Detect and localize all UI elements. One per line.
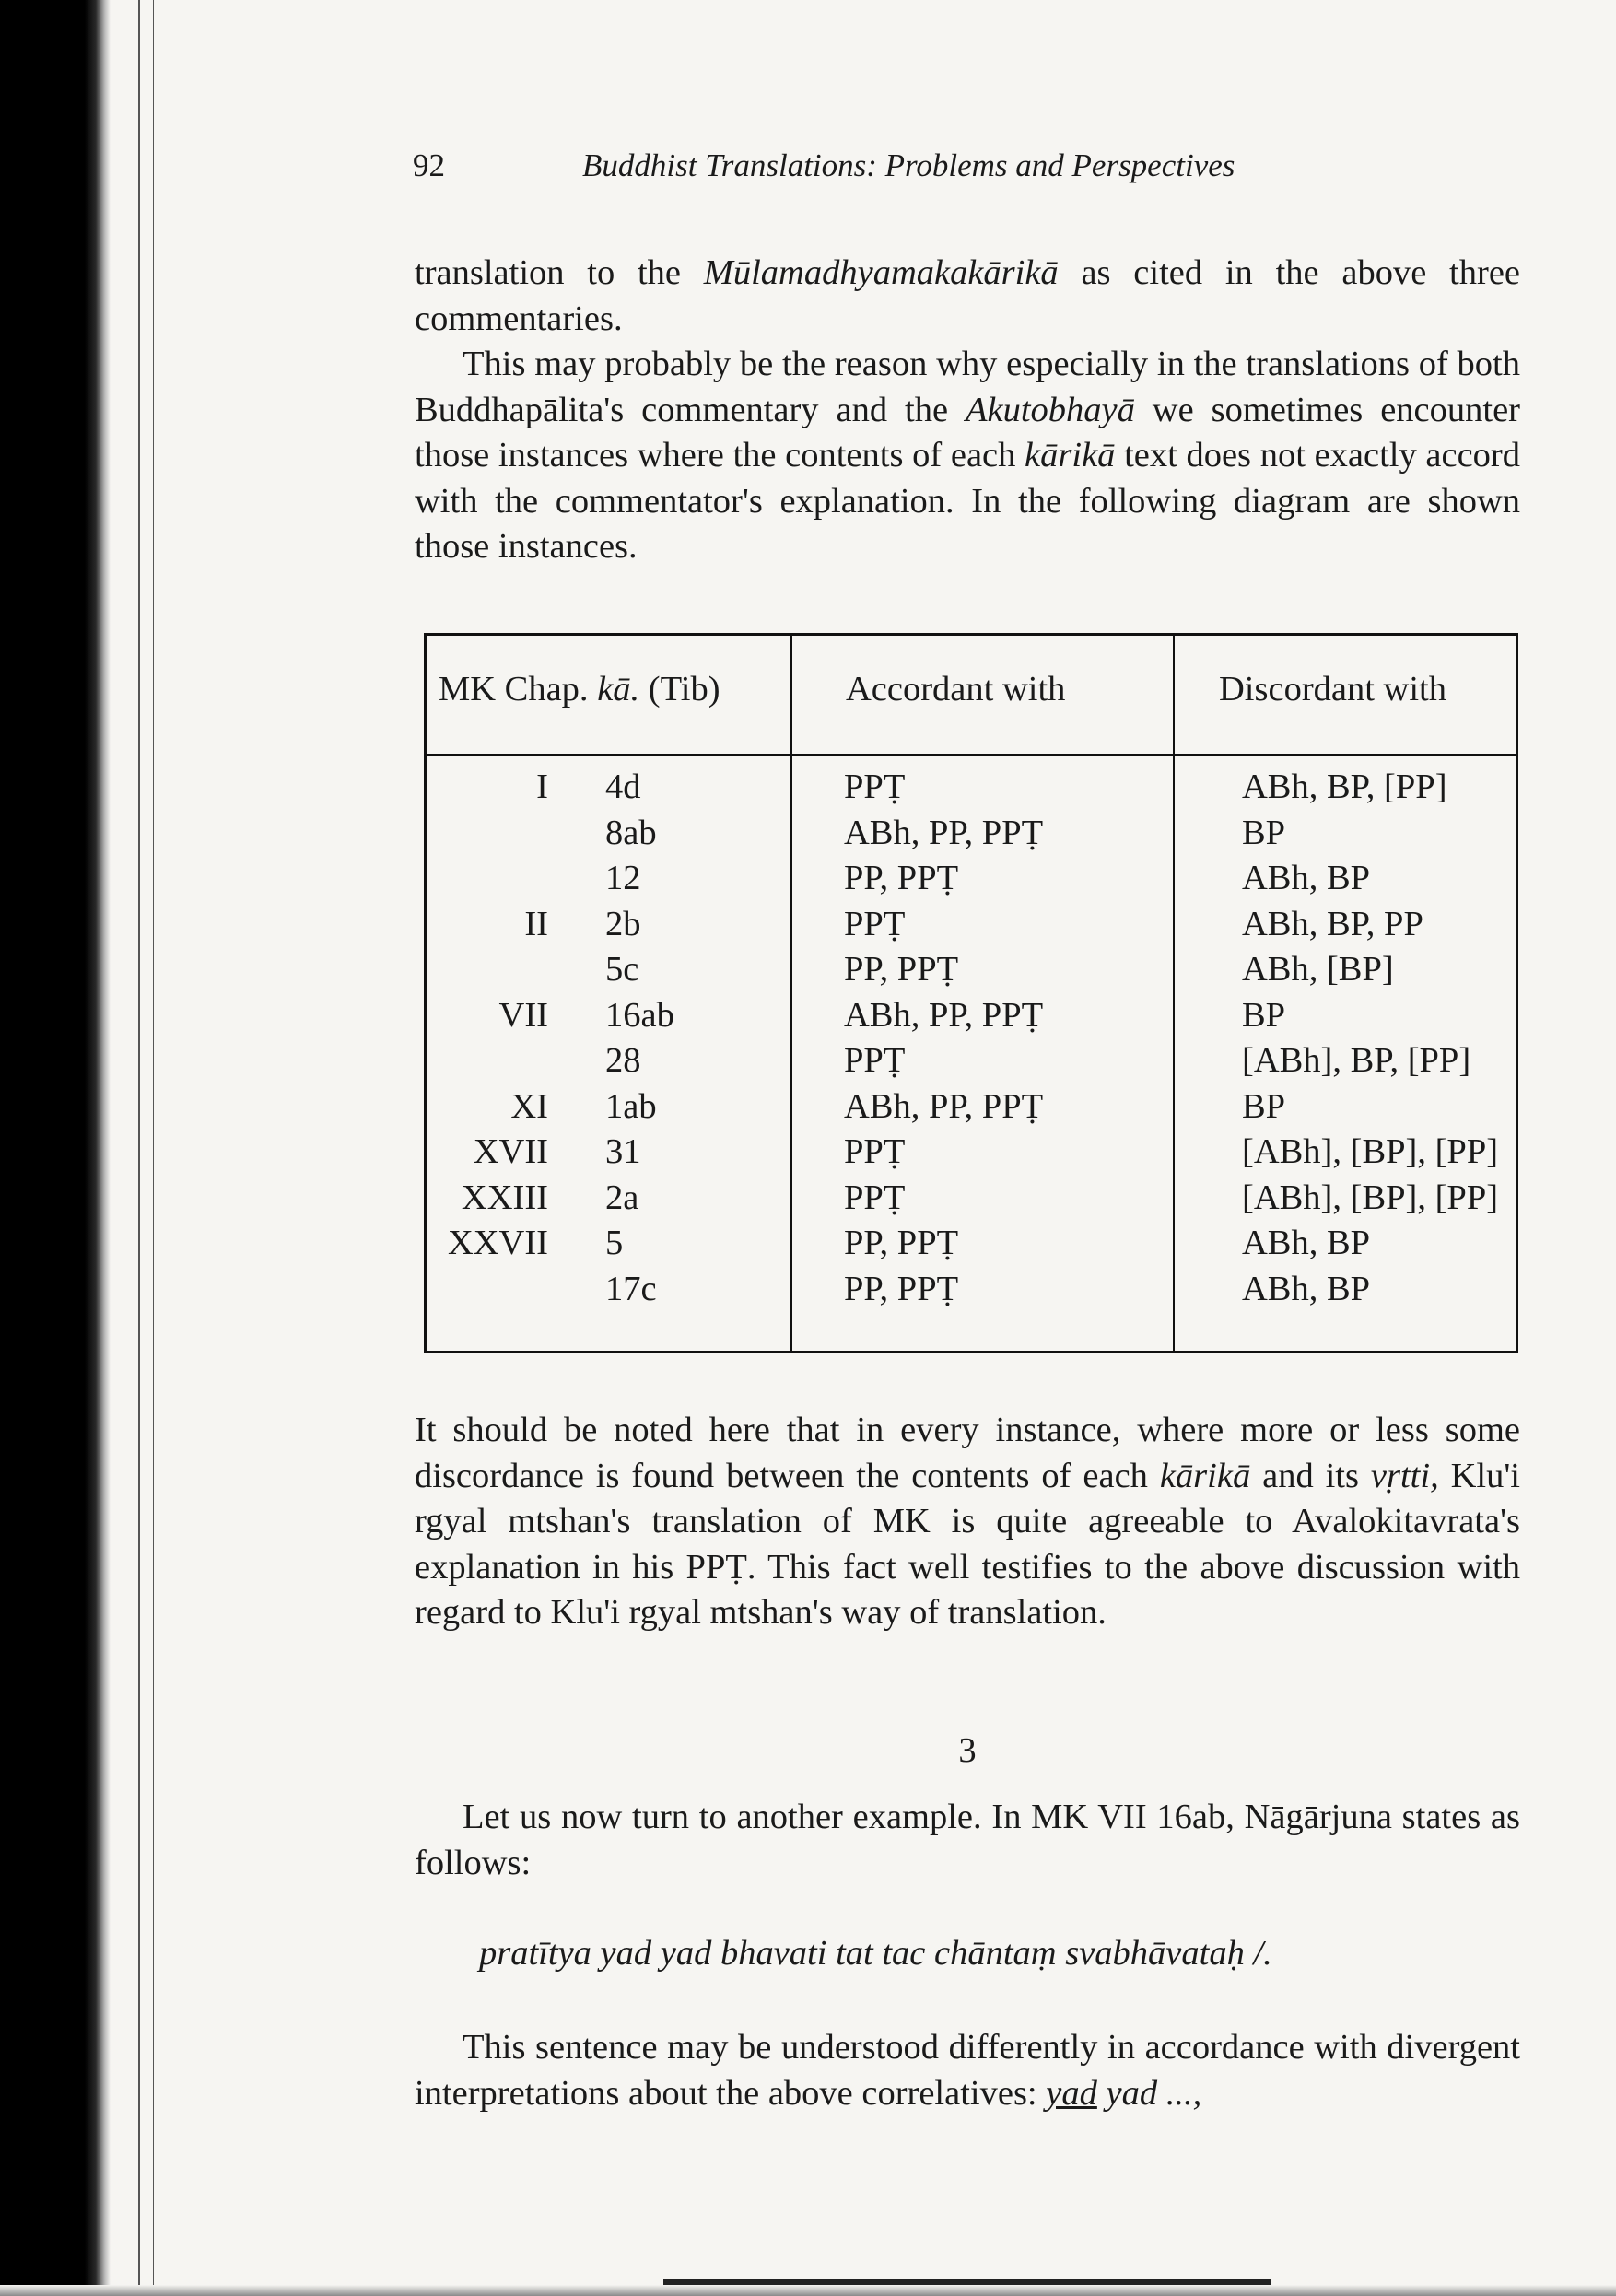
table-row: [427, 993, 1516, 1039]
section-number: 3: [958, 1731, 977, 1770]
accordant-cell: PPṬ: [844, 767, 906, 806]
discordant-cell: [ABh], [BP], [PP]: [1242, 1132, 1499, 1171]
table-row: [427, 1084, 1516, 1130]
accordant-cell: ABh, PP, PPṬ: [844, 1086, 1044, 1126]
accordant-cell: PP, PPṬ: [844, 859, 959, 897]
karika-cell: 16ab: [605, 995, 674, 1035]
chapter-cell: XXVII: [447, 1224, 548, 1262]
header-divider: [427, 754, 1516, 756]
running-title: Buddhist Translations: Problems and Perspectives: [582, 147, 1235, 183]
karika-cell: 2a: [605, 1177, 639, 1217]
karika-cell: 12: [605, 859, 641, 897]
accordant-cell: ABh, PP, PPṬ: [844, 813, 1044, 852]
discordant-cell: BP: [1242, 1086, 1286, 1126]
table-row: [427, 902, 1516, 948]
comparison-table: [424, 633, 1518, 1353]
discordant-cell: ABh, BP, PP: [1242, 904, 1423, 943]
paragraph: Let us now turn to another example. In MK VII 16ab, Nāgārjuna states as follows:: [415, 1798, 1520, 1882]
page-bottom-rule: [663, 2279, 1271, 2285]
accordant-cell: PP, PPṬ: [844, 950, 959, 989]
table-row: [427, 811, 1516, 857]
accordant-cell: ABh, PP, PPṬ: [844, 995, 1044, 1035]
discordant-cell: [ABh], BP, [PP]: [1242, 1041, 1471, 1080]
discordant-cell: ABh, [BP]: [1242, 950, 1394, 989]
karika-cell: 2b: [605, 904, 641, 943]
body-text: [415, 1408, 1520, 1636]
karika-cell: 8ab: [605, 813, 657, 852]
chapter-cell: XXIII: [461, 1177, 548, 1217]
accordant-cell: PP, PPṬ: [844, 1224, 959, 1262]
discordant-cell: BP: [1242, 995, 1286, 1035]
karika-cell: 31: [605, 1132, 641, 1171]
karika-cell: 5: [605, 1224, 624, 1262]
discordant-cell: ABh, BP: [1242, 1224, 1371, 1262]
chapter-cell: XI: [510, 1086, 548, 1126]
paragraph: It should be noted here that in every instance, where more or less some discordance is found between the contents of each kārikā and its vṛtti, Klu'i rgyal mtshan's translation of MK is quite agreeable to Avalokitavrata's explanation in his PPṬ. This fact well testifies to the above discussion with regard to Klu'i rgyal mtshan's way of translation.: [415, 1411, 1520, 1632]
discordant-cell: ABh, BP, [PP]: [1242, 767, 1447, 806]
body-text: [415, 1795, 1520, 1886]
table-row: [427, 856, 1516, 902]
column-header-accordant: Accordant with: [846, 670, 1066, 709]
table-row: [427, 1267, 1516, 1313]
discordant-cell: ABh, BP: [1242, 859, 1371, 897]
accordant-cell: PPṬ: [844, 1132, 906, 1171]
gutter-line: [138, 0, 140, 2296]
karika-cell: 1ab: [605, 1086, 657, 1126]
body-text: [415, 251, 1520, 570]
chapter-cell: VII: [498, 995, 548, 1035]
karika-cell: 28: [605, 1041, 641, 1080]
table-row: [427, 765, 1516, 811]
table-body: [427, 765, 1516, 1312]
sanskrit-quote: pratītya yad yad bhavati tat tac chāntaṃ svabhāvataḥ /.: [479, 1934, 1272, 1973]
book-spine-shadow: [0, 0, 111, 2296]
karika-cell: 4d: [605, 767, 641, 806]
discordant-cell: [ABh], [BP], [PP]: [1242, 1177, 1499, 1217]
chapter-cell: XVII: [473, 1132, 548, 1171]
table-row: [427, 1176, 1516, 1222]
page-bottom-edge: [0, 2285, 1616, 2296]
paragraph: translation to the Mūlamadhyamakakārikā as cited in the above three commentaries.: [415, 253, 1520, 338]
table-row: [427, 1038, 1516, 1084]
table-row: [427, 947, 1516, 993]
accordant-cell: PPṬ: [844, 1177, 906, 1217]
karika-cell: 5c: [605, 950, 639, 989]
discordant-cell: BP: [1242, 813, 1286, 852]
page-number: 92: [413, 147, 445, 183]
gutter-line: [153, 0, 154, 2296]
chapter-cell: I: [536, 767, 548, 806]
column-header-chapter: MK Chap. kā. (Tib): [439, 670, 720, 709]
column-header-discordant: Discordant with: [1219, 670, 1446, 709]
paragraph: This may probably be the reason why especially in the translations of both Buddhapālita's commentary and the Akutobhayā we sometimes encounter those instances where the contents of each kārikā text does not exactly accord with the commentator's explanation. In the following diagram are shown those instances.: [415, 345, 1520, 566]
body-text: [415, 2025, 1520, 2116]
chapter-cell: II: [524, 904, 548, 943]
karika-cell: 17c: [605, 1269, 657, 1308]
table-row: [427, 1130, 1516, 1176]
accordant-cell: PP, PPṬ: [844, 1269, 959, 1308]
table-row: [427, 1221, 1516, 1267]
paragraph: This sentence may be understood differently in accordance with divergent interpretations about the above correlatives: yad yad ...,: [415, 2028, 1520, 2113]
discordant-cell: ABh, BP: [1242, 1269, 1371, 1308]
accordant-cell: PPṬ: [844, 904, 906, 943]
accordant-cell: PPṬ: [844, 1041, 906, 1080]
